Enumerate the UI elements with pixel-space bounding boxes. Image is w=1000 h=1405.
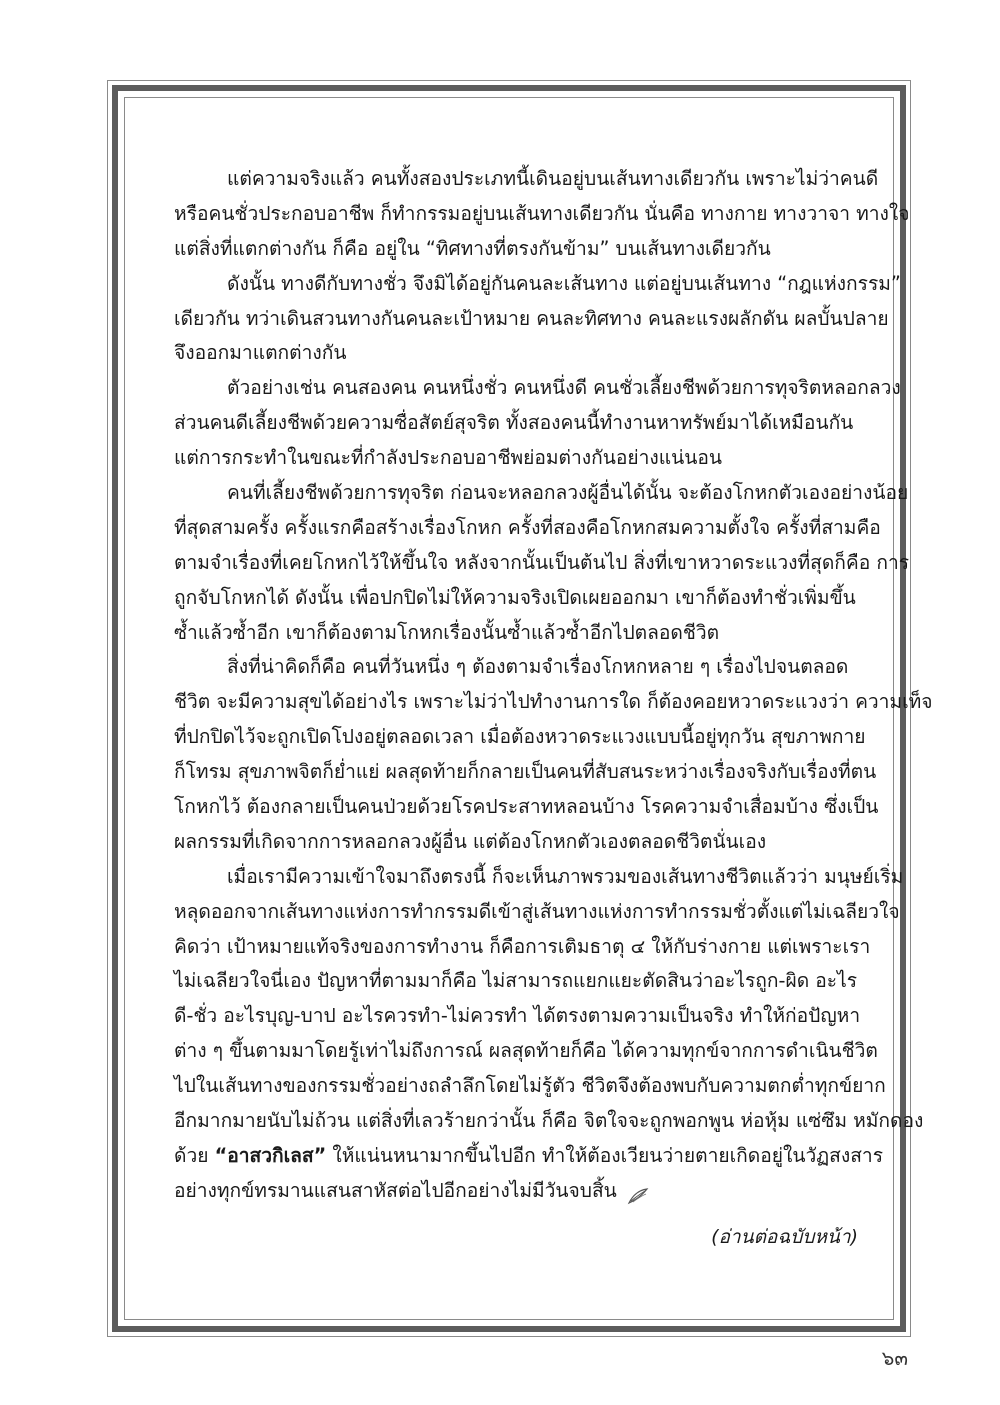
text-line: จึงออกมาแตกต่างกัน (174, 341, 347, 365)
text-line: ไม่เฉลียวใจนี่เอง ปัญหาที่ตามมาก็คือ ไม่สามารถแยกแยะตัดสินว่าอะไรถูก-ผิด อะไร (174, 969, 858, 993)
closing-line: อย่างทุกข์ทรมานแสนสาหัสต่อไปอีกอย่างไม่มีวันจบสิ้น (174, 1178, 617, 1202)
page-number: ๖๓ (881, 1346, 908, 1370)
text-line: ซ้ำแล้วซ้ำอีก เขาก็ต้องตามโกหกเรื่องนั้นซ้ำแล้วซ้ำอีกไปตลอดชีวิต (174, 620, 720, 644)
text-line: อีกมากมายนับไม่ถ้วน แต่สิ่งที่เลวร้ายกว่านั้น ก็คือ จิตใจจะถูกพอกพูน ห่อหุ้ม แซ่ซึม หมักดอง (174, 1109, 924, 1133)
text-line: ชีวิต จะมีความสุขได้อย่างไร เพราะไม่ว่าไปทำงานการใด ก็ต้องคอยหวาดระแวงว่า ความเท็จ (174, 690, 933, 714)
text-line: สิ่งที่น่าคิดก็คือ คนที่วันหนึ่ง ๆ ต้องตามจำเรื่องโกหกหลาย ๆ เรื่องไปจนตลอด (227, 655, 849, 679)
text-line (174, 1174, 864, 1209)
bold-term: “อาสวกิเลส” (214, 1143, 327, 1167)
article-body (174, 162, 933, 1209)
text-line: แต่ความจริงแล้ว คนทั้งสองประเภทนี้เดินอยู่บนเส้นทางเดียวกัน เพราะไม่ว่าคนดี (227, 167, 879, 190)
text-line: ดี-ชั่ว อะไรบุญ-บาป อะไรควรทำ-ไม่ควรทำ ได้ตรงตามความเป็นจริง ทำให้ก่อปัญหา (174, 1004, 861, 1028)
text-line: ก็โทรม สุขภาพจิตก็ย่ำแย่ ผลสุดท้ายก็กลายเป็นคนที่สับสนระหว่างเรื่องจริงกับเรื่องที่ตน (174, 760, 877, 784)
text-line: ที่ปกปิดไว้จะถูกเปิดโปงอยู่ตลอดเวลา เมื่อต้องหวาดระแวงแบบนี้อยู่ทุกวัน สุขภาพกาย (174, 725, 866, 749)
text-line: ผลกรรมที่เกิดจากการหลอกลวงผู้อื่น แต่ต้องโกหกตัวเองตลอดชีวิตนั่นเอง (174, 829, 767, 853)
text-line: แต่สิ่งที่แตกต่างกัน ก็คือ อยู่ใน “ทิศทางที่ตรงกันข้าม” บนเส้นทางเดียวกัน (174, 236, 771, 260)
text-line: ไปในเส้นทางของกรรมชั่วอย่างถลำลึกโดยไม่รู้ตัว ชีวิตจึงต้องพบกับความตกต่ำทุกข์ยาก (174, 1074, 886, 1098)
text-line: เดียวกัน ทว่าเดินสวนทางกันคนละเป้าหมาย คนละทิศทาง คนละแรงผลักดัน ผลบั้นปลาย (174, 306, 889, 330)
text-line: ส่วนคนดีเลี้ยงชีพด้วยความซื่อสัตย์สุจริต ทั้งสองคนนี้ทำงานหาทรัพย์มาได้เหมือนกัน (174, 411, 854, 435)
text-line: ที่สุดสามครั้ง ครั้งแรกคือสร้างเรื่องโกหก ครั้งที่สองคือโกหกสมความตั้งใจ ครั้งที่สามคือ (174, 515, 881, 539)
text-line: แต่การกระทำในขณะที่กำลังประกอบอาชีพย่อมต่างกันอย่างแน่นอน (174, 446, 723, 470)
text-line: ถูกจับโกหกได้ ดังนั้น เพื่อปกปิดไม่ให้ความจริงเปิดเผยออกมา เขาก็ต้องทำชั่วเพิ่มขึ้น (174, 585, 856, 609)
leaf-ornament-icon (627, 1182, 649, 1200)
text-line: หลุดออกจากเส้นทางแห่งการทำกรรมดีเข้าสู่เส้นทางแห่งการทำกรรมชั่วตั้งแต่ไม่เฉลียวใจ (174, 899, 900, 923)
text-line: ต่าง ๆ ขึ้นตามมาโดยรู้เท่าไม่ถึงการณ์ ผลสุดท้ายก็คือ ได้ความทุกข์จากการดำเนินชีวิต (174, 1039, 878, 1063)
text-line: เมื่อเรามีความเข้าใจมาถึงตรงนี้ ก็จะเห็นภาพรวมของเส้นทางชีวิตแล้วว่า มนุษย์เริ่ม (227, 864, 904, 888)
continued-next-issue-note: (อ่านต่อฉบับหน้า) (711, 1226, 858, 1248)
text-line: คิดว่า เป้าหมายแท้จริงของการทำงาน ก็คือการเติมธาตุ ๔ ให้กับร่างกาย แต่เพราะเรา (174, 934, 871, 958)
text-line: ด้วย “อาสวกิเลส” ให้แน่นหนามากขึ้นไปอีก ทำให้ต้องเวียนว่ายตายเกิดอยู่ในวัฏสงสาร (174, 1143, 883, 1167)
text-line: ตัวอย่างเช่น คนสองคน คนหนึ่งชั่ว คนหนึ่งดี คนชั่วเลี้ยงชีพด้วยการทุจริตหลอกลวง (227, 376, 901, 400)
text-line: คนที่เลี้ยงชีพด้วยการทุจริต ก่อนจะหลอกลวงผู้อื่นได้นั้น จะต้องโกหกตัวเองอย่างน้อย (227, 481, 909, 505)
text-line: หรือคนชั่วประกอบอาชีพ ก็ทำกรรมอยู่บนเส้นทางเดียวกัน นั่นคือ ทางกาย ทางวาจา ทางใจ (174, 201, 910, 225)
text-line: ตามจำเรื่องที่เคยโกหกไว้ให้ขึ้นใจ หลังจากนั้นเป็นต้นไป สิ่งที่เขาหวาดระแวงที่สุดก็คือ การ (174, 550, 910, 574)
text-line: ดังนั้น ทางดีกับทางชั่ว จึงมิได้อยู่กันคนละเส้นทาง แต่อยู่บนเส้นทาง “กฎแห่งกรรม” (227, 271, 901, 295)
text-line: โกหกไว้ ต้องกลายเป็นคนป่วยด้วยโรคประสาทหลอนบ้าง โรคความจำเสื่อมบ้าง ซึ่งเป็น (174, 795, 879, 819)
